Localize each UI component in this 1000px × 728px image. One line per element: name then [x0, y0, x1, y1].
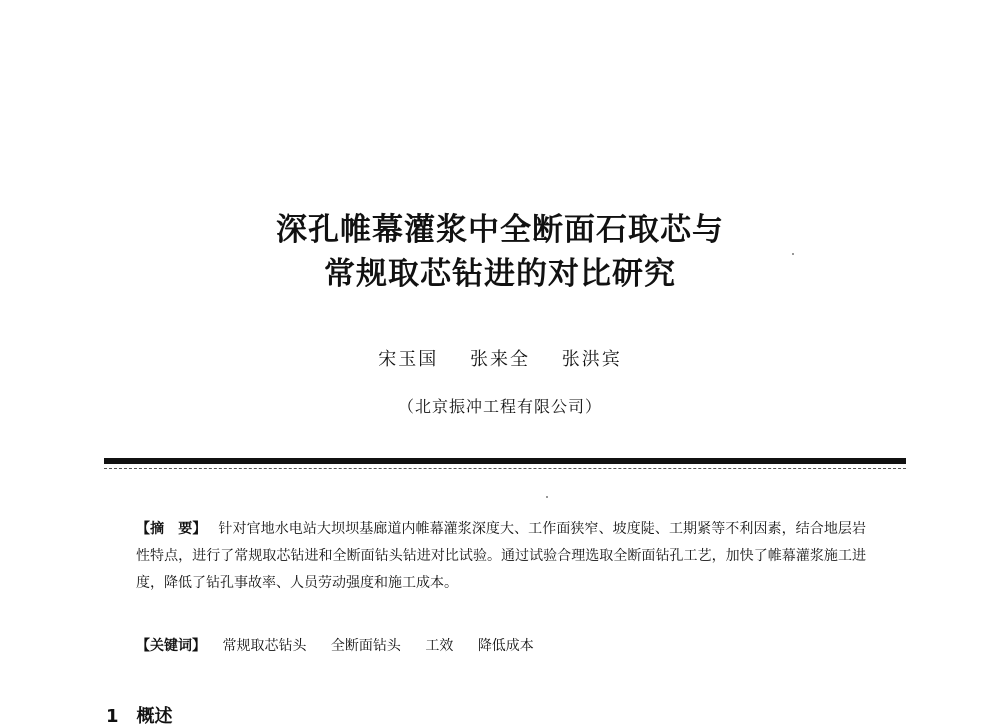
header-rule-thick — [104, 458, 906, 464]
affiliation: （北京振冲工程有限公司） — [397, 397, 602, 416]
keyword: 工效 — [425, 638, 454, 654]
keywords — [136, 633, 866, 660]
title-line-1: 深孔帷幕灌浆中全断面石取芯与 — [276, 212, 724, 248]
section-heading — [106, 702, 173, 728]
section-number: 1 — [106, 706, 119, 727]
title-line-2: 常规取芯钻进的对比研究 — [324, 256, 676, 292]
paper-title — [0, 208, 1000, 296]
scan-speck — [546, 496, 548, 498]
keywords-label: 【关键词】 — [136, 638, 206, 654]
author-list — [0, 345, 1000, 371]
author-name: 宋玉国 — [378, 349, 439, 370]
abstract-text: 针对官地水电站大坝坝基廊道内帷幕灌浆深度大、工作面狭窄、坡度陡、工期紧等不利因素，结合地层岩性特点，进行了常规取芯钻进和全断面钻头钻进对比试验。通过试验合理选取全断面钻孔工艺，加快了帷幕灌浆施工进度，降低了钻孔事故率、人员劳动强度和施工成本。 — [136, 521, 867, 591]
scan-speck — [792, 253, 794, 255]
section-title: 概述 — [136, 706, 173, 727]
keyword: 全断面钻头 — [330, 638, 401, 654]
abstract — [136, 516, 866, 597]
author-name: 张来全 — [470, 349, 530, 370]
author-name: 张洪宾 — [561, 349, 622, 370]
keyword: 降低成本 — [477, 638, 534, 654]
abstract-label: 【摘 要】 — [136, 521, 207, 537]
header-rule-thin — [104, 468, 906, 469]
keyword: 常规取芯钻头 — [222, 638, 307, 654]
